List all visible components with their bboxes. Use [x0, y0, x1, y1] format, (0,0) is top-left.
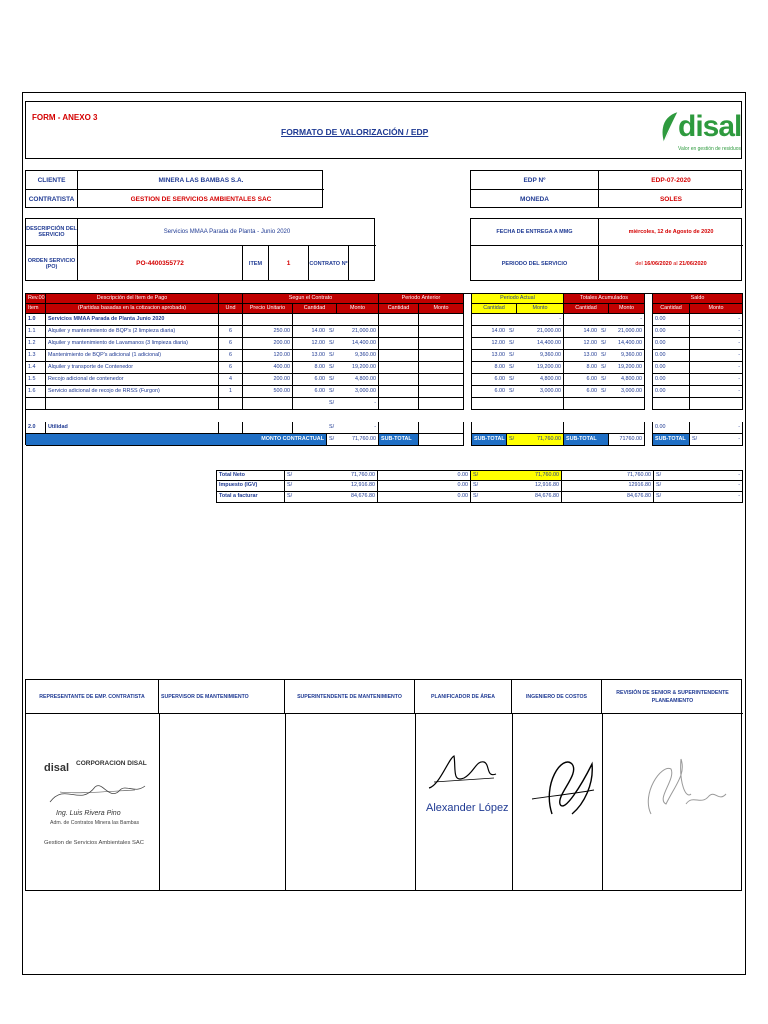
row-und: 1	[219, 386, 243, 398]
gap-cell	[645, 422, 653, 434]
row-desc: Alquiler y mantenimiento de BQP's (2 limpieza diaria)	[46, 326, 219, 338]
gap-cell	[464, 304, 472, 314]
row-sal-monto: -	[690, 338, 743, 350]
totals-anterior: 0.00	[378, 492, 471, 503]
row-pu: 400.00	[243, 362, 293, 374]
periodo-value	[599, 246, 743, 281]
row-act-cant: 6.00	[472, 386, 507, 398]
row-act-cant: 6.00	[472, 374, 507, 386]
periodo-actual-header: Periodo Actual	[472, 294, 564, 304]
row-cant: 8.00	[293, 362, 327, 374]
row-tot-cur: S/	[599, 386, 609, 398]
row-pa-cant	[379, 314, 419, 326]
totals-anterior: 0.00	[378, 470, 471, 481]
row-pa-monto	[419, 338, 464, 350]
row-tot-cur: S/	[599, 362, 609, 374]
planificador-signature-icon	[424, 748, 504, 798]
row-act-cant	[472, 398, 507, 410]
row-item	[26, 398, 46, 410]
row-cant	[293, 422, 327, 434]
row-pu	[243, 398, 293, 410]
contratista-value: GESTION DE SERVICIOS AMBIENTALES SAC	[130, 195, 272, 203]
contratista-label: CONTRATISTA	[26, 190, 78, 208]
act-cantidad-header: Cantidad	[472, 304, 517, 314]
row-pu	[243, 422, 293, 434]
revision-signature-icon	[631, 744, 731, 824]
row-act-cant	[472, 314, 507, 326]
sig-col-contratista: REPRESENTANTE DE EMP. CONTRATISTA	[26, 680, 159, 714]
row-pa-monto	[419, 422, 464, 434]
row-und	[219, 398, 243, 410]
stamp-signature-icon	[40, 772, 150, 812]
sig-col-planificador: PLANIFICADOR DE ÁREA	[415, 680, 512, 714]
item-header: Item	[26, 304, 46, 314]
desc-sub-header: (Partidas basadas en la cotizacion aprobada)	[46, 304, 219, 314]
row-tot-cant: 13.00	[564, 350, 599, 362]
row-pa-cant	[379, 350, 419, 362]
totals-act-cur: S/	[471, 481, 481, 492]
row-desc: Recojo adicional de contenedor	[46, 374, 219, 386]
signature-box	[25, 679, 742, 891]
gap-cell	[464, 386, 472, 398]
edp-box	[470, 170, 742, 208]
row-cur: S/	[327, 398, 337, 410]
row-act-monto: 9,360.00	[517, 350, 564, 362]
periodo-label: PERIODO DEL SERVICIO	[471, 246, 599, 281]
row-cant: 13.00	[293, 350, 327, 362]
row-pa-monto	[419, 350, 464, 362]
stamp-company: Gestion de Servicios Ambientales SAC	[44, 840, 144, 846]
edp-label: EDP Nº	[471, 171, 599, 190]
row-pa-monto	[419, 314, 464, 326]
cliente-value: MINERA LAS BAMBAS S.A.	[78, 171, 324, 190]
gap-cell	[464, 338, 472, 350]
row-sal-monto	[690, 398, 743, 410]
totals-cur: S/	[285, 470, 311, 481]
sig-col-ingeniero: INGENIERO DE COSTOS	[512, 680, 602, 714]
fecha-label: FECHA DE ENTREGA A MMG	[471, 219, 599, 246]
row-und	[219, 422, 243, 434]
ingeniero-signature-icon	[522, 744, 602, 824]
gap-cell	[645, 398, 653, 410]
row-pu: 250.00	[243, 326, 293, 338]
row-act-monto	[517, 398, 564, 410]
row-act-cur	[507, 398, 517, 410]
row-tot-cant	[564, 422, 599, 434]
segun-contrato-header: Segun el Contrato	[243, 294, 379, 304]
row-pa-cant	[379, 386, 419, 398]
totals-cur: S/	[285, 481, 311, 492]
row-cant: 6.00	[293, 386, 327, 398]
totals-saldo: -	[671, 481, 743, 492]
row-sal-cant	[653, 398, 690, 410]
row-tot-cur	[599, 314, 609, 326]
row-act-cant: 14.00	[472, 326, 507, 338]
totals-label: Total a facturar	[216, 492, 285, 503]
contrato-label: CONTRATO Nº	[309, 246, 349, 281]
gap-cell	[464, 314, 472, 326]
row-monto: 3,000.00	[337, 386, 379, 398]
row-item: 2.0	[26, 422, 46, 434]
row-tot-cant	[564, 314, 599, 326]
gap-cell	[645, 362, 653, 374]
periodo-anterior-header: Periodo Anterior	[379, 294, 464, 304]
logo-text: disal	[678, 110, 742, 143]
sig-col-revision: REVISIÓN DE SENIOR & SUPERINTENDENTE PLANEAMIENTO	[616, 689, 729, 704]
subtotal-sal-label: SUB-TOTAL	[653, 434, 690, 446]
orden-value: PO-4400355772	[78, 246, 243, 281]
totals-anterior: 0.00	[378, 481, 471, 492]
row-act-monto	[517, 422, 564, 434]
header-box	[25, 101, 742, 159]
periodo-to: 21/06/2020	[679, 260, 707, 267]
row-sal-monto: -	[690, 374, 743, 386]
row-cur	[327, 314, 337, 326]
row-tot-cant: 12.00	[564, 338, 599, 350]
row-desc: Alquiler y transporte de Contenedor	[46, 362, 219, 374]
row-cur: S/	[327, 422, 337, 434]
row-pa-monto	[419, 374, 464, 386]
monto-contractual-cur: S/	[327, 434, 337, 446]
row-cant: 14.00	[293, 326, 327, 338]
act-monto-header: Monto	[517, 304, 564, 314]
row-item: 1.0	[26, 314, 46, 326]
row-desc: Mantenimiento de BQP's adicional (1 adicional)	[46, 350, 219, 362]
row-act-monto: 14,400.00	[517, 338, 564, 350]
row-item: 1.4	[26, 362, 46, 374]
totals-actual: 12,916.80	[481, 481, 562, 492]
row-sal-cant: 0.00	[653, 314, 690, 326]
totals-sal-cur: S/	[654, 481, 671, 492]
row-monto: -	[337, 398, 379, 410]
row-monto: 19,200.00	[337, 362, 379, 374]
stamp-brand: disal	[44, 762, 70, 774]
company-logo	[656, 106, 741, 156]
row-monto: 9,360.00	[337, 350, 379, 362]
row-pa-cant	[379, 362, 419, 374]
row-pa-monto	[419, 398, 464, 410]
totals-acumulado: 12916.80	[562, 481, 654, 492]
row-tot-cant	[564, 398, 599, 410]
row-tot-monto: -	[609, 314, 645, 326]
row-tot-monto: 21,000.00	[609, 326, 645, 338]
row-desc: Utilidad	[46, 422, 219, 434]
row-sal-cant: 0.00	[653, 338, 690, 350]
row-act-cant: 12.00	[472, 338, 507, 350]
totals-table	[216, 470, 743, 514]
row-item: 1.6	[26, 386, 46, 398]
row-pu: 200.00	[243, 374, 293, 386]
stamp-corp: CORPORACION DISAL	[76, 760, 147, 767]
pa-cantidad-header: Cantidad	[379, 304, 419, 314]
row-item: 1.3	[26, 350, 46, 362]
row-tot-monto: 19,200.00	[609, 362, 645, 374]
row-tot-monto: 3,000.00	[609, 386, 645, 398]
row-pa-cant	[379, 374, 419, 386]
row-cur: S/	[327, 386, 337, 398]
row-monto: 4,800.00	[337, 374, 379, 386]
date-box	[470, 218, 742, 281]
gap-cell	[645, 304, 653, 314]
row-tot-cur: S/	[599, 326, 609, 338]
row-tot-monto: 14,400.00	[609, 338, 645, 350]
row-cant	[293, 398, 327, 410]
row-und: 4	[219, 374, 243, 386]
row-tot-cur: S/	[599, 338, 609, 350]
row-pa-cant	[379, 422, 419, 434]
moneda-label: MONEDA	[471, 190, 599, 208]
gap-cell	[464, 326, 472, 338]
row-item: 1.5	[26, 374, 46, 386]
totals-sal-cur: S/	[654, 492, 671, 503]
totales-header: Totales Acumulados	[564, 294, 645, 304]
monto-header: Monto	[337, 304, 379, 314]
totals-label: Impuesto (IGV)	[216, 481, 285, 492]
saldo-header: Saldo	[653, 294, 743, 304]
row-sal-cant: 0.00	[653, 374, 690, 386]
row-tot-cant: 6.00	[564, 386, 599, 398]
totals-cur: S/	[285, 492, 311, 503]
monto-contractual-value: 71,760.00	[337, 434, 379, 446]
subtotal-tot-value: 71760.00	[609, 434, 645, 446]
fecha-value: miércoles, 12 de Agosto de 2020	[599, 219, 743, 246]
row-act-monto: 3,000.00	[517, 386, 564, 398]
row-sal-monto: -	[690, 386, 743, 398]
moneda-value: SOLES	[659, 195, 683, 203]
totals-saldo: -	[671, 470, 743, 481]
gap-cell	[464, 294, 472, 304]
row-sal-monto: -	[690, 314, 743, 326]
service-box	[25, 218, 375, 281]
gap-cell	[645, 374, 653, 386]
row-sal-cant: 0.00	[653, 362, 690, 374]
valuation-table	[25, 293, 743, 445]
totals-act-cur: S/	[471, 492, 481, 503]
row-cur: S/	[327, 338, 337, 350]
row-cur: S/	[327, 362, 337, 374]
totals-contract: 84,676.80	[311, 492, 378, 503]
periodo-del: del	[635, 260, 643, 267]
cliente-label: CLIENTE	[26, 171, 78, 190]
row-monto	[337, 314, 379, 326]
row-act-cant: 8.00	[472, 362, 507, 374]
row-sal-cant: 0.00	[653, 386, 690, 398]
logo-tagline: Valor en gestión de residuos	[678, 146, 742, 152]
row-act-cur	[507, 422, 517, 434]
row-pu	[243, 314, 293, 326]
row-und: 6	[219, 362, 243, 374]
company-stamp	[36, 750, 158, 860]
row-pu: 200.00	[243, 338, 293, 350]
gap-cell	[645, 294, 653, 304]
subtotal-act-value: 71,760.00	[517, 434, 564, 446]
row-cur: S/	[327, 326, 337, 338]
row-pa-monto	[419, 386, 464, 398]
row-monto: 21,000.00	[337, 326, 379, 338]
row-sal-monto: -	[690, 350, 743, 362]
totals-act-cur: S/	[471, 470, 481, 481]
totals-saldo: -	[671, 492, 743, 503]
row-pu: 500.00	[243, 386, 293, 398]
row-pa-cant	[379, 398, 419, 410]
gap-cell	[464, 350, 472, 362]
monto-contractual-label: MONTO CONTRACTUAL	[26, 434, 327, 446]
row-und	[219, 314, 243, 326]
row-tot-cant: 8.00	[564, 362, 599, 374]
gap-cell	[645, 326, 653, 338]
sal-monto-header: Monto	[690, 304, 743, 314]
row-act-cur: S/	[507, 374, 517, 386]
row-desc: Alquiler y mantenimiento de Lavamanos (3 limpieza diaria)	[46, 338, 219, 350]
row-tot-monto: 4,800.00	[609, 374, 645, 386]
subtotal-act-cur: S/	[507, 434, 517, 446]
gap-cell	[464, 362, 472, 374]
totals-acumulado: 84,676.80	[562, 492, 654, 503]
orden-label: ORDEN SERVICIO (PO)	[26, 246, 78, 281]
row-tot-cur: S/	[599, 374, 609, 386]
page-title: FORMATO DE VALORIZACIÓN / EDP	[281, 127, 429, 137]
subtotal-pa-label: SUB-TOTAL	[379, 434, 419, 446]
row-cur: S/	[327, 374, 337, 386]
row-cant	[293, 314, 327, 326]
row-tot-monto	[609, 398, 645, 410]
descripcion-label: DESCRIPCIÓN DEL SERVICIO	[26, 219, 78, 246]
row-tot-monto: 9,360.00	[609, 350, 645, 362]
totals-actual: 84,676.80	[481, 492, 562, 503]
row-pa-monto	[419, 362, 464, 374]
row-act-monto: -	[517, 314, 564, 326]
row-und: 6	[219, 350, 243, 362]
pa-monto-header: Monto	[419, 304, 464, 314]
gap-cell	[464, 434, 472, 446]
row-act-cant	[472, 422, 507, 434]
subtotal-sal-cur: S/	[690, 434, 698, 446]
row-act-cur: S/	[507, 362, 517, 374]
sig-col-supervisor: SUPERVISOR DE MANTENIMIENTO	[159, 680, 285, 714]
und-header: Und	[219, 304, 243, 314]
row-act-cur: S/	[507, 338, 517, 350]
totals-contract: 71,760.00	[311, 470, 378, 481]
descripcion-value: Servicios MMAA Parada de Planta - Junio 2020	[78, 219, 376, 246]
totals-contract: 12,916.80	[311, 481, 378, 492]
periodo-from: 16/06/2020	[644, 260, 672, 267]
totals-actual: 71,760.00	[481, 470, 562, 481]
row-act-cur	[507, 314, 517, 326]
subtotal-sal-value: -	[698, 434, 743, 446]
row-tot-cant: 6.00	[564, 374, 599, 386]
row-act-cant: 13.00	[472, 350, 507, 362]
sig-col-superintendente: SUPERINTENDENTE DE MANTENIMIENTO	[285, 680, 415, 714]
row-desc: Servicios MMAA Parada de Planta Junio 2020	[46, 314, 219, 326]
totals-label: Total Neto	[216, 470, 285, 481]
row-pu: 120.00	[243, 350, 293, 362]
item-label: ITEM	[243, 246, 269, 281]
sal-cantidad-header: Cantidad	[653, 304, 690, 314]
subtotal-pa-value	[419, 434, 464, 446]
stamp-name: Ing. Luis Rivera Pino	[56, 810, 121, 817]
tot-monto-header: Monto	[609, 304, 645, 314]
totals-acumulado: 71,760.00	[562, 470, 654, 481]
gap-cell	[645, 386, 653, 398]
row-act-monto: 19,200.00	[517, 362, 564, 374]
row-tot-cur: S/	[599, 350, 609, 362]
row-act-monto: 4,800.00	[517, 374, 564, 386]
row-pa-monto	[419, 326, 464, 338]
row-sal-monto: -	[690, 326, 743, 338]
gap-cell	[464, 422, 472, 434]
row-und: 6	[219, 338, 243, 350]
row-tot-monto	[609, 422, 645, 434]
gap-cell	[645, 314, 653, 326]
row-sal-monto: -	[690, 422, 743, 434]
row-cant: 6.00	[293, 374, 327, 386]
row-tot-cant: 14.00	[564, 326, 599, 338]
gap-cell	[645, 338, 653, 350]
row-sal-cant: 0.00	[653, 350, 690, 362]
desc-header: Descripción del Item de Pago	[46, 294, 219, 304]
row-pa-cant	[379, 326, 419, 338]
cantidad-header: Cantidad	[293, 304, 337, 314]
edp-value: EDP-07-2020	[599, 171, 743, 190]
gap-cell	[645, 434, 653, 446]
form-label: FORM - ANEXO 3	[32, 113, 98, 122]
row-tot-cur	[599, 398, 609, 410]
row-cant: 12.00	[293, 338, 327, 350]
subtotal-tot-label: SUB-TOTAL	[564, 434, 609, 446]
precio-unitario-header: Precio Unitario	[243, 304, 293, 314]
row-desc	[46, 398, 219, 410]
row-monto: 14,400.00	[337, 338, 379, 350]
periodo-al: al	[673, 260, 678, 267]
row-item: 1.2	[26, 338, 46, 350]
row-act-cur: S/	[507, 350, 517, 362]
rev-header: Rev.00	[26, 294, 46, 304]
tot-cantidad-header: Cantidad	[564, 304, 609, 314]
row-sal-cant: 0.00	[653, 422, 690, 434]
gap-cell	[464, 398, 472, 410]
gap-cell	[645, 350, 653, 362]
row-act-cur: S/	[507, 326, 517, 338]
row-act-monto: 21,000.00	[517, 326, 564, 338]
subtotal-act-label: SUB-TOTAL	[472, 434, 507, 446]
stamp-role: Adm. de Contratos Minera las Bambas	[50, 820, 140, 826]
row-desc: Servicio adicional de recojo de RRSS (Furgon)	[46, 386, 219, 398]
contrato-value	[349, 246, 376, 281]
row-und: 6	[219, 326, 243, 338]
und-header-top	[219, 294, 243, 304]
item-value: 1	[269, 246, 309, 281]
totals-sal-cur: S/	[654, 470, 671, 481]
row-monto: -	[337, 422, 379, 434]
row-sal-monto: -	[690, 362, 743, 374]
client-box	[25, 170, 323, 208]
planificador-name: Alexander López	[426, 802, 509, 814]
row-pa-cant	[379, 338, 419, 350]
row-act-cur: S/	[507, 386, 517, 398]
row-cur: S/	[327, 350, 337, 362]
row-sal-cant: 0.00	[653, 326, 690, 338]
row-tot-cur	[599, 422, 609, 434]
row-item: 1.1	[26, 326, 46, 338]
gap-cell	[464, 374, 472, 386]
